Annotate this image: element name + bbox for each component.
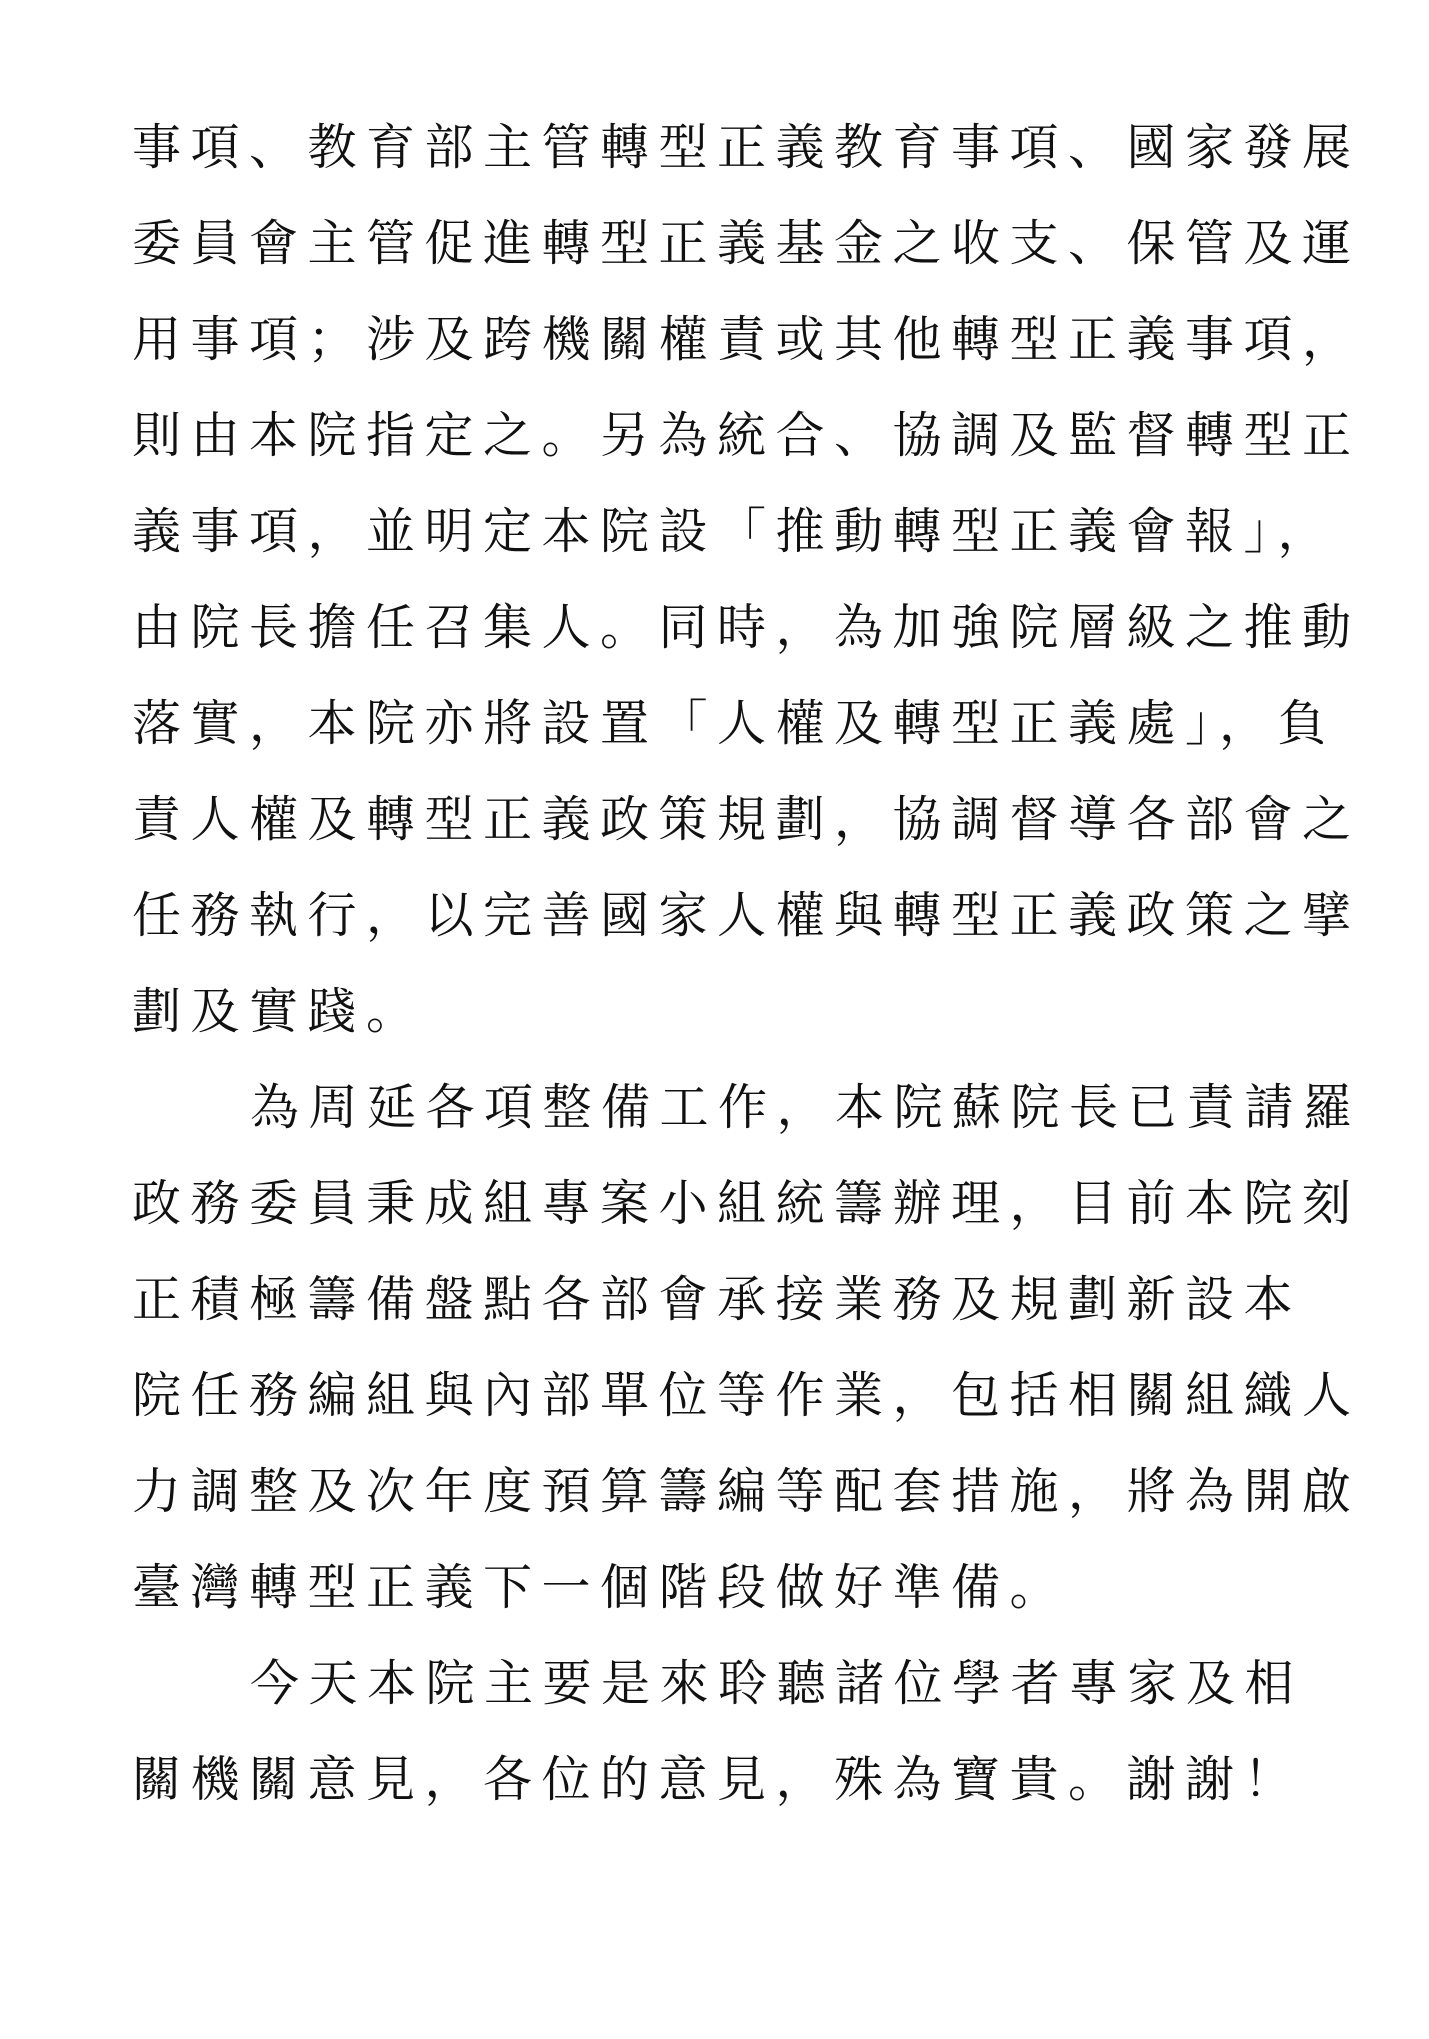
text-line-9: 任務執行，以完善國家人權與轉型正義政策之擘: [132, 887, 1361, 944]
text-line-12: 政務委員秉成組專案小組統籌辦理，目前本院刻: [132, 1175, 1361, 1232]
text-line-18: 關機關意見，各位的意見，殊為寶貴。謝謝！: [132, 1751, 1303, 1808]
text-line-17: 今天本院主要是來聆聽諸位學者專家及相: [250, 1655, 1304, 1712]
document-body: [132, 100, 1362, 1828]
text-line-15: 力調整及次年度預算籌編等配套措施，將為開啟: [132, 1463, 1361, 1520]
text-line-5: 義事項，並明定本院設「推動轉型正義會報」，: [132, 503, 1337, 560]
text-line-2: 委員會主管促進轉型正義基金之收支、保管及運: [132, 215, 1361, 272]
text-line-6: 由院長擔任召集人。同時，為加強院層級之推動: [132, 599, 1361, 656]
text-line-10: 劃及實踐。: [132, 983, 425, 1040]
text-line-8: 責人權及轉型正義政策規劃，協調督導各部會之: [132, 791, 1361, 848]
text-line-13: 正積極籌備盤點各部會承接業務及規劃新設本: [132, 1271, 1303, 1328]
text-line-4: 則由本院指定之。另為統合、協調及監督轉型正: [132, 407, 1361, 464]
text-line-11: 為周延各項整備工作，本院蘇院長已責請羅: [250, 1079, 1362, 1136]
text-line-7: 落實，本院亦將設置「人權及轉型正義處」，負: [132, 695, 1337, 752]
text-line-1: 事項、教育部主管轉型正義教育事項、國家發展: [132, 119, 1361, 176]
text-line-16: 臺灣轉型正義下一個階段做好準備。: [132, 1559, 1069, 1616]
text-line-14: 院任務編組與內部單位等作業，包括相關組織人: [132, 1367, 1361, 1424]
text-line-3: 用事項；涉及跨機關權責或其他轉型正義事項，: [132, 311, 1361, 368]
